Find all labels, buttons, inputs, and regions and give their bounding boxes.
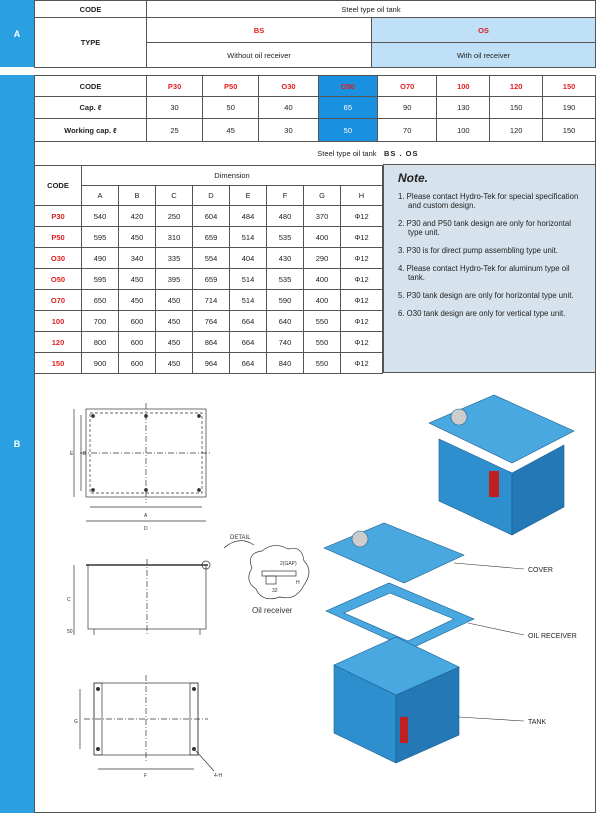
dim-value-cell: Φ12 (341, 311, 383, 332)
dim-col-header: F (267, 186, 304, 206)
dim-value-cell: 490 (82, 248, 119, 269)
dim-col-header: A (82, 186, 119, 206)
dim-value-cell: 595 (82, 269, 119, 290)
dim-value-cell: 404 (230, 248, 267, 269)
dim-value-cell: 400 (304, 227, 341, 248)
dim-value-cell: 370 (304, 206, 341, 227)
dim-value-cell: 590 (267, 290, 304, 311)
note-list (398, 193, 587, 319)
dim-row-code: P30 (35, 206, 82, 227)
cap-cell: 50 (203, 97, 259, 119)
dim-value-cell: 595 (82, 227, 119, 248)
callout-oil-receiver: OIL RECEIVER (528, 633, 577, 640)
work-cell: 150 (543, 119, 596, 142)
work-cell: 25 (147, 119, 203, 142)
dim-value-cell: Φ12 (341, 248, 383, 269)
table-row (35, 311, 383, 332)
detail-bubble-drawing (249, 545, 309, 598)
cap-cell: 190 (543, 97, 596, 119)
dim-value-cell: 514 (230, 269, 267, 290)
spec-code-cell: O30 (259, 76, 318, 97)
cap-label: Cap. ℓ (35, 97, 147, 119)
dim-value-cell: 640 (267, 311, 304, 332)
gap-label: 2(GAP) (280, 561, 297, 567)
note-item: 2. P30 and P50 tank design are only for horizontal type unit. (398, 218, 571, 237)
work-cell: 70 (378, 119, 437, 142)
table-row (35, 227, 383, 248)
dim-b-label: B (83, 451, 87, 457)
note-item: 6. O30 tank design are only for vertical type unit. (398, 308, 566, 318)
dim-row-code: 100 (35, 311, 82, 332)
cap-cell: 90 (378, 97, 437, 119)
spec-code-cell: O70 (378, 76, 437, 97)
dim-value-cell: 430 (267, 248, 304, 269)
dim-value-cell: 800 (82, 332, 119, 353)
section-a-label: A (0, 0, 34, 67)
dim-value-cell: 600 (119, 353, 156, 374)
spec-code-cell: 100 (437, 76, 490, 97)
dim32-label: 32 (272, 588, 278, 594)
dim-row-code: P50 (35, 227, 82, 248)
dim-value-cell: 714 (193, 290, 230, 311)
dim-value-cell: 335 (156, 248, 193, 269)
dimension-table (34, 141, 383, 374)
dim-value-cell: 480 (267, 206, 304, 227)
capacity-table (34, 75, 596, 142)
dim-col-header: B (119, 186, 156, 206)
front-view-drawing (74, 541, 254, 635)
dim-value-cell: 864 (193, 332, 230, 353)
spec-code-cell: P30 (147, 76, 203, 97)
dim-value-cell: 600 (119, 332, 156, 353)
detail-label: DETAIL (230, 535, 251, 541)
dim-value-cell: 659 (193, 269, 230, 290)
work-cell: 120 (490, 119, 543, 142)
dim-value-cell: 400 (304, 269, 341, 290)
cover-plate (324, 523, 464, 583)
table-row (35, 269, 383, 290)
work-cell: 30 (259, 119, 318, 142)
dim-value-cell: 450 (119, 269, 156, 290)
dim-value-cell: 420 (119, 206, 156, 227)
note-item: 3. P30 is for direct pump assembling type unit. (398, 245, 558, 255)
dim-value-cell: 650 (82, 290, 119, 311)
table-row (35, 353, 383, 374)
bottom-view-drawing (80, 675, 214, 771)
type-label: TYPE (35, 18, 147, 68)
table-row (35, 206, 383, 227)
work-cell: 50 (318, 119, 377, 142)
dim-value-cell: Φ12 (341, 269, 383, 290)
dim-value-cell: 764 (193, 311, 230, 332)
dim-title-codes: BS . OS (384, 148, 419, 158)
dim-value-cell: 450 (119, 227, 156, 248)
work-cell: 100 (437, 119, 490, 142)
dim-value-cell: 664 (230, 311, 267, 332)
dim-value-cell: 540 (82, 206, 119, 227)
note-item: 1. Please contact Hydro-Tek for special specification and custom design. (398, 192, 579, 210)
dim-row-code: 120 (35, 332, 82, 353)
code-label: CODE (35, 1, 147, 18)
dim-a-label: A (144, 513, 148, 519)
dim-col-header: D (193, 186, 230, 206)
code-value: Steel type oil tank (147, 1, 596, 18)
dim-value-cell: 450 (156, 353, 193, 374)
dim-value-cell: 740 (267, 332, 304, 353)
note-panel (383, 165, 596, 373)
note-item: 5. P30 tank design are only for horizontal type unit. (398, 290, 574, 300)
cap-cell: 150 (490, 97, 543, 119)
work-label: Working cap. ℓ (35, 119, 147, 142)
note-item: 4. Please contact Hydro-Tek for aluminum type oil tank. (398, 263, 570, 282)
technical-drawings (34, 373, 596, 813)
dim-title-tail (383, 141, 596, 165)
dim-col-header: H (341, 186, 383, 206)
spec-code-cell: P50 (203, 76, 259, 97)
dim-value-cell: Φ12 (341, 206, 383, 227)
dim-value-cell: 250 (156, 206, 193, 227)
spec-code-cell: O50 (318, 76, 377, 97)
dim-value-cell: 604 (193, 206, 230, 227)
dim-value-cell: 664 (230, 332, 267, 353)
cap-cell: 30 (147, 97, 203, 119)
dim-value-cell: 395 (156, 269, 193, 290)
dimension-label: Dimension (82, 166, 383, 186)
dim-value-cell: 514 (230, 227, 267, 248)
dim-value-cell: 550 (304, 311, 341, 332)
dim-value-cell: 450 (156, 311, 193, 332)
spec-code-cell: 120 (490, 76, 543, 97)
dim-value-cell: 550 (304, 332, 341, 353)
dim-value-cell: 900 (82, 353, 119, 374)
os-code: OS (372, 18, 596, 43)
spec-code-label: CODE (35, 76, 147, 97)
dim-col-header: G (304, 186, 341, 206)
dim-f-label: F (144, 773, 148, 779)
dim-value-cell: 290 (304, 248, 341, 269)
dim-value-cell: 450 (156, 290, 193, 311)
dim-row-code: O30 (35, 248, 82, 269)
dim-col-header: C (156, 186, 193, 206)
dim-row-code: 150 (35, 353, 82, 374)
dim-h-label: H (296, 580, 300, 586)
dim-e-label: E (70, 451, 74, 457)
tank-3d-drawing (429, 395, 574, 535)
os-desc: With oil receiver (372, 43, 596, 68)
dim-d-label: D (144, 526, 148, 532)
cap-cell: 65 (318, 97, 377, 119)
dim-value-cell: 600 (119, 311, 156, 332)
dim-value-cell: 554 (193, 248, 230, 269)
oil-receiver-caption: Oil receiver (252, 606, 293, 615)
dim-h4-label: 4-H (214, 773, 223, 779)
dim-value-cell: 400 (304, 290, 341, 311)
dim-value-cell: 450 (156, 332, 193, 353)
dim-value-cell: 535 (267, 227, 304, 248)
dim-value-cell: 664 (230, 353, 267, 374)
dim-value-cell: Φ12 (341, 290, 383, 311)
dim-value-cell: 535 (267, 269, 304, 290)
bs-code: BS (147, 18, 372, 43)
top-view-drawing (74, 403, 212, 521)
table-row (35, 290, 383, 311)
dim-row-code: O50 (35, 269, 82, 290)
table-row (35, 248, 383, 269)
dim-title: Steel type oil tank (317, 149, 377, 158)
spec-code-cell: 150 (543, 76, 596, 97)
dim-g-label: G (74, 719, 78, 725)
dim-value-cell: 659 (193, 227, 230, 248)
callout-tank: TANK (528, 719, 547, 726)
dim-value-cell: 550 (304, 353, 341, 374)
note-title: Note. (398, 171, 428, 185)
callout-cover: COVER (528, 567, 553, 574)
dim-col-header: E (230, 186, 267, 206)
dim-value-cell: 310 (156, 227, 193, 248)
dim-value-cell: 700 (82, 311, 119, 332)
dim-value-cell: 340 (119, 248, 156, 269)
dim-value-cell: 450 (119, 290, 156, 311)
bs-desc: Without oil receiver (147, 43, 372, 68)
dim-code-label: CODE (35, 166, 82, 206)
dim-c-label: C (67, 597, 71, 603)
dim-50-label: 50 (67, 629, 73, 635)
section-b-label: B (0, 75, 34, 813)
dim-value-cell: Φ12 (341, 353, 383, 374)
type-table (34, 0, 596, 68)
dim-row-code: O70 (35, 290, 82, 311)
exploded-assembly-drawing (324, 523, 474, 763)
dim-value-cell: 964 (193, 353, 230, 374)
dim-value-cell: 840 (267, 353, 304, 374)
cap-cell: 130 (437, 97, 490, 119)
dim-value-cell: Φ12 (341, 227, 383, 248)
dim-value-cell: Φ12 (341, 332, 383, 353)
dim-value-cell: 514 (230, 290, 267, 311)
work-cell: 45 (203, 119, 259, 142)
dim-value-cell: 484 (230, 206, 267, 227)
dim-title-cell (35, 142, 383, 166)
table-row (35, 332, 383, 353)
cap-cell: 40 (259, 97, 318, 119)
